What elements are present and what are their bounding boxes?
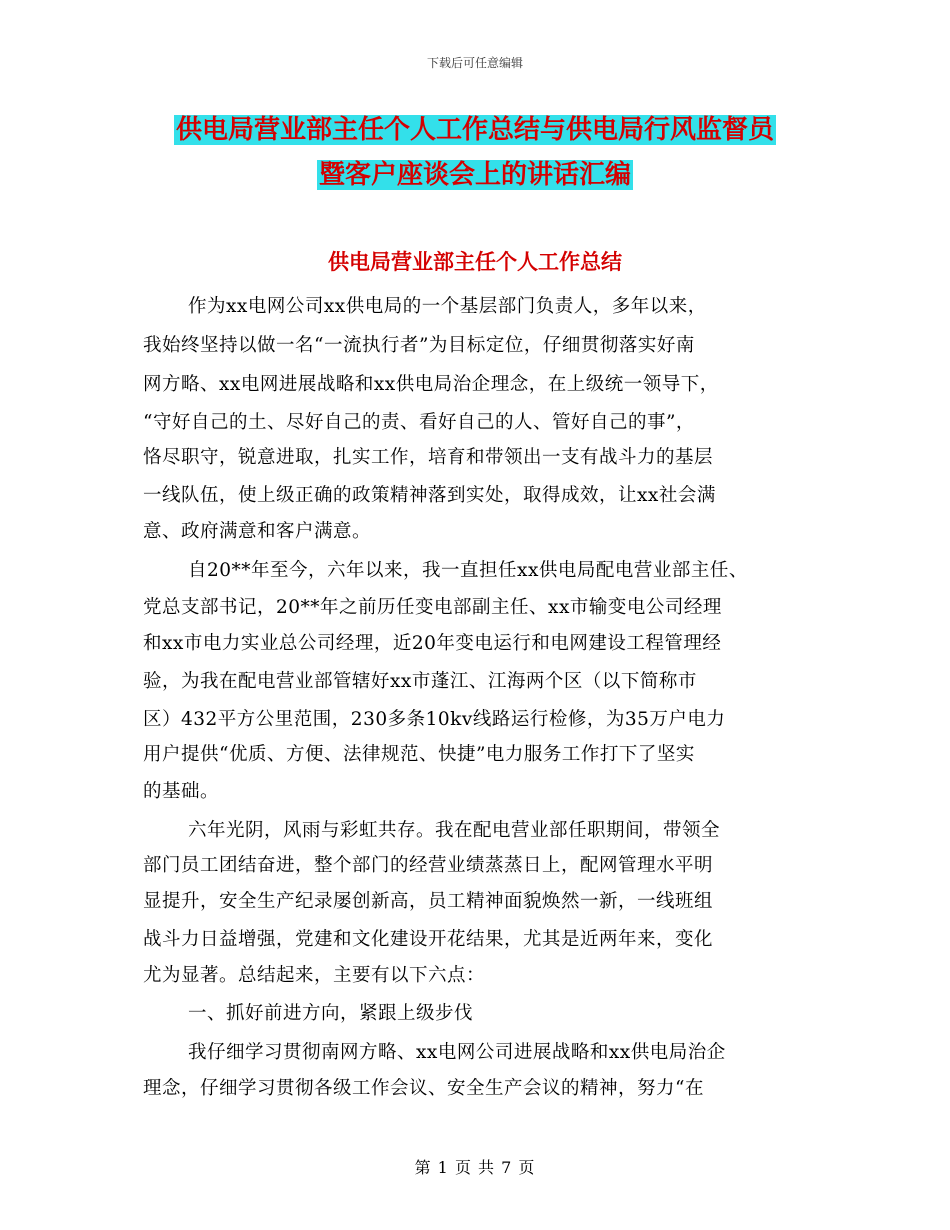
body-line: 一、抓好前进方向，紧跟上级步伐 <box>188 1003 474 1024</box>
body-line: “守好自己的土、尽好自己的责、看好自己的人、管好自己的事”， <box>143 412 695 433</box>
page-footer: 第 1 页 共 7 页 <box>414 1158 536 1177</box>
body-line: 一线队伍，使上级正确的政策精神落到实处，取得成效，让xx社会满 <box>143 485 716 506</box>
body-line: 用户提供“优质、方便、法律规范、快捷”电力服务工作打下了坚实 <box>143 744 695 765</box>
body-line: 网方略、xx电网进展战略和xx供电局治企理念，在上级统一领导下， <box>143 374 719 395</box>
body-line: 党总支部书记，20**年之前历任变电部副主任、xx市输变电公司经理 <box>143 597 722 618</box>
body-line: 验，为我在配电营业部管辖好xx市蓬江、江海两个区（以下简称市 <box>143 671 697 692</box>
body-line: 自20**年至今，六年以来，我一直担任xx供电局配电营业部主任、 <box>188 560 748 581</box>
body-line: 恪尽职守，锐意进取，扎实工作，培育和带领出一支有战斗力的基层 <box>143 447 714 468</box>
body-line: 意、政府满意和客户满意。 <box>143 521 372 542</box>
body-line: 理念，仔细学习贯彻各级工作会议、安全生产会议的精神，努力“在 <box>143 1078 704 1099</box>
title-line-2-text: 暨客户座谈会上的讲话汇编 <box>318 160 631 190</box>
body-line: 部门员工团结奋进，整个部门的经营业绩蒸蒸日上，配网管理水平明 <box>143 855 714 876</box>
header-note: 下载后可任意编辑 <box>426 56 523 70</box>
body-line: 我始终坚持以做一名“一流执行者”为目标定位，仔细贯彻落实好南 <box>143 335 695 356</box>
body-line: 战斗力日益增强，党建和文化建设开花结果，尤其是近两年来，变化 <box>143 929 714 950</box>
body-line: 显提升，安全生产纪录屡创新高，员工精神面貌焕然一新，一线班组 <box>143 891 714 912</box>
title-line-1-text: 供电局营业部主任个人工作总结与供电局行风监督员 <box>175 115 774 145</box>
document-title-line-2 <box>0 152 950 198</box>
body-line: 尤为显著。总结起来，主要有以下六点： <box>143 965 486 986</box>
body-line: 作为xx电网公司xx供电局的一个基层部门负责人，多年以来， <box>188 296 707 317</box>
body-line: 我仔细学习贯彻南网方略、xx电网公司进展战略和xx供电局治企 <box>188 1042 726 1063</box>
body-line: 和xx市电力实业总公司经理，近20年变电运行和电网建设工程管理经 <box>143 633 722 654</box>
body-line: 六年光阴，风雨与彩虹共存。我在配电营业部任职期间，带领全 <box>188 820 721 841</box>
section-title: 供电局营业部主任个人工作总结 <box>328 249 622 274</box>
body-line: 的基础。 <box>143 781 220 802</box>
body-line: 区）432平方公里范围，230多条10kv线路运行检修，为35万户电力 <box>143 709 726 730</box>
document-title-line-1 <box>0 107 950 153</box>
